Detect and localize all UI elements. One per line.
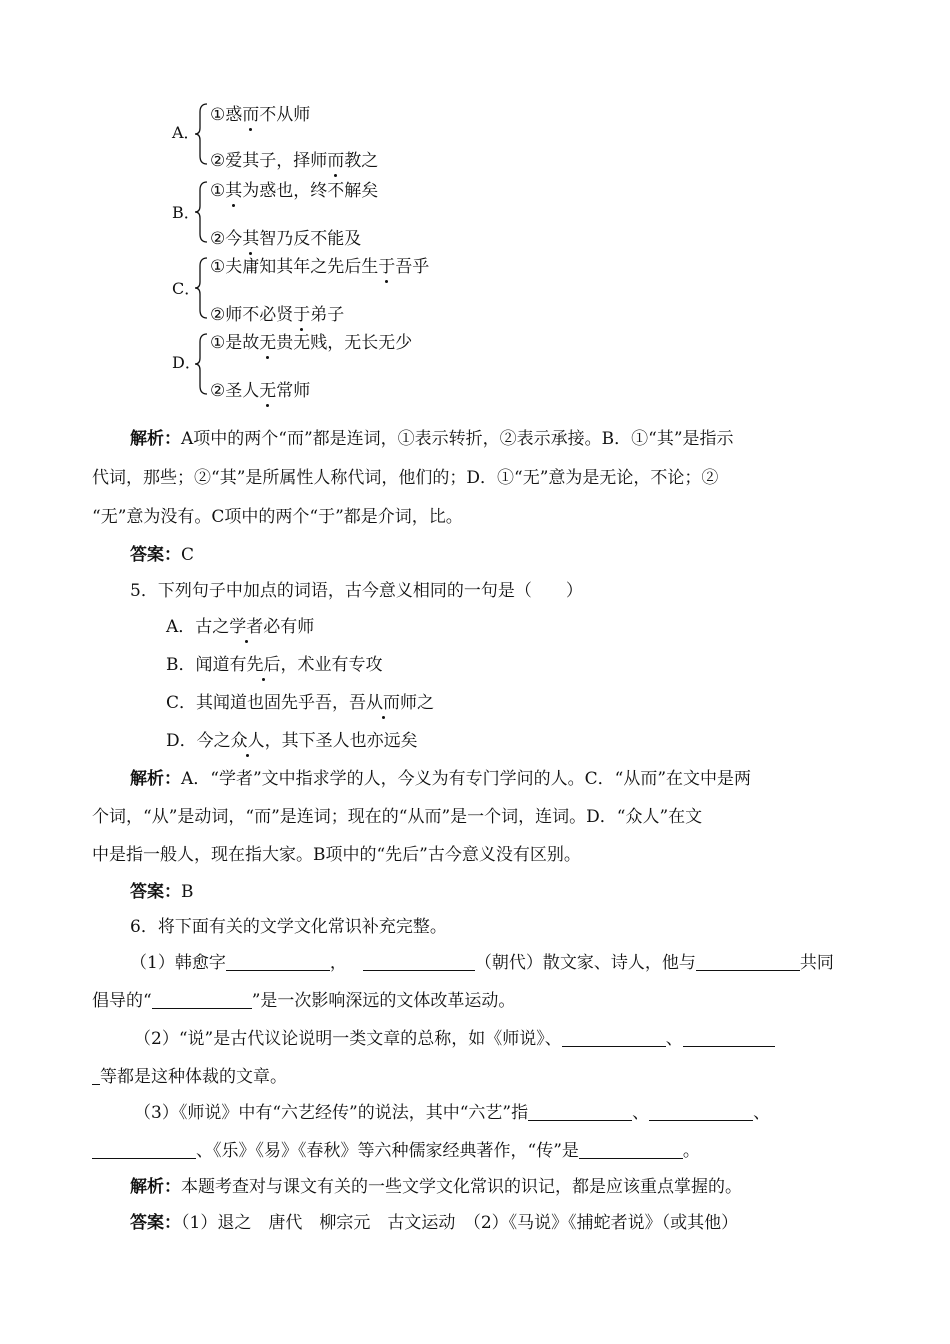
fill-blank[interactable] <box>92 1140 196 1159</box>
q5-stem: 5．下列句子中加点的词语，古今意义相同的一句是（ ） <box>130 581 583 601</box>
q6-stem: 6．将下面有关的文学文化常识补充完整。 <box>130 917 447 937</box>
brace-icon <box>194 102 208 166</box>
fill-blank[interactable] <box>363 952 475 971</box>
option-line-2: ②圣人无常师 <box>210 381 311 401</box>
q6-answer: 答案：（1）退之 唐代 柳宗元 古文运动 （2）《马说》《捕蛇者说》（或其他） <box>130 1213 739 1233</box>
option-line-1: ①其为惑也，终不解矣 <box>210 181 379 201</box>
q6-part-3-line-1: （3）《师说》中有“六艺经传”的说法，其中“六艺”指 、 、 <box>134 1103 771 1123</box>
q4-analysis-line-2: 代词，那些；②“其”是所属性人称代词，他们的；D．①“无”意为是无论，不论；② <box>92 468 719 488</box>
option-line-1: ①夫庸知其年之先后生于吾乎 <box>210 257 430 277</box>
option-line-2: ②今其智乃反不能及 <box>210 229 362 249</box>
fill-blank[interactable] <box>579 1140 683 1159</box>
q6-part-1-line-2: 倡导的“ ”是一次影响深远的文体改革运动。 <box>92 991 516 1011</box>
option-letter: C． <box>172 279 201 298</box>
fill-blank[interactable] <box>92 1066 100 1085</box>
brace-icon <box>194 256 208 320</box>
q6-part-2-line-2: 等都是这种体裁的文章。 <box>92 1062 287 1087</box>
q4-analysis-line-1: 解析：A项中的两个“而”都是连词，①表示转折，②表示承接。B．①“其”是指示 <box>130 429 734 449</box>
option-line-1: ①是故无贵无贱，无长无少 <box>210 333 413 353</box>
q5-analysis-line-3: 中是指一般人，现在指大家。B项中的“先后”古今意义没有区别。 <box>92 845 581 865</box>
q6-part-3-line-2: 、《乐》《易》《春秋》等六种儒家经典著作，“传”是 。 <box>92 1136 700 1161</box>
q5-option-b: B．闻道有先后，术业有专攻 <box>166 655 383 675</box>
fill-blank[interactable] <box>683 1028 775 1047</box>
q5-option-a: A．古之学者必有师 <box>166 617 315 637</box>
option-line-2: ②爱其子，择师而教之 <box>210 151 379 171</box>
option-line-1: ①惑而不从师 <box>210 105 311 125</box>
fill-blank[interactable] <box>696 952 800 971</box>
fill-blank[interactable] <box>562 1028 666 1047</box>
q6-analysis: 解析：本题考查对与课文有关的一些文学文化常识的识记，都是应该重点掌握的。 <box>130 1177 742 1197</box>
fill-blank[interactable] <box>226 952 330 971</box>
q4-answer: 答案：C <box>130 545 195 565</box>
q6-part-2-line-1: （2）“说”是古代议论说明一类文章的总称，如《师说》、 、 <box>134 1024 775 1049</box>
option-line-2: ②师不必贤于弟子 <box>210 305 345 325</box>
option-letter: B． <box>172 203 200 222</box>
brace-icon <box>194 332 208 396</box>
q5-option-d: D．今之众人，其下圣人也亦远矣 <box>166 731 418 751</box>
q5-analysis-line-2: 个词，“从”是动词，“而”是连词；现在的“从而”是一个词，连词。D．“众人”在文 <box>92 807 703 827</box>
fill-blank[interactable] <box>152 990 252 1009</box>
q4-analysis-line-3: “无”意为没有。C项中的两个“于”都是介词，比。 <box>92 507 463 527</box>
fill-blank[interactable] <box>649 1102 753 1121</box>
q5-answer: 答案：B <box>130 882 194 902</box>
q5-option-c: C．其闻道也固先乎吾，吾从而师之 <box>166 693 435 713</box>
brace-icon <box>194 180 208 244</box>
option-letter: D． <box>172 353 201 372</box>
q5-analysis-line-1: 解析：A．“学者”文中指求学的人，今义为有专门学问的人。C．“从而”在文中是两 <box>130 769 752 789</box>
fill-blank[interactable] <box>528 1102 632 1121</box>
option-letter: A． <box>172 123 200 142</box>
q6-part-1-line-1: （1）韩愈字 ， （朝代）散文家、诗人，他与 共同 <box>130 953 834 973</box>
